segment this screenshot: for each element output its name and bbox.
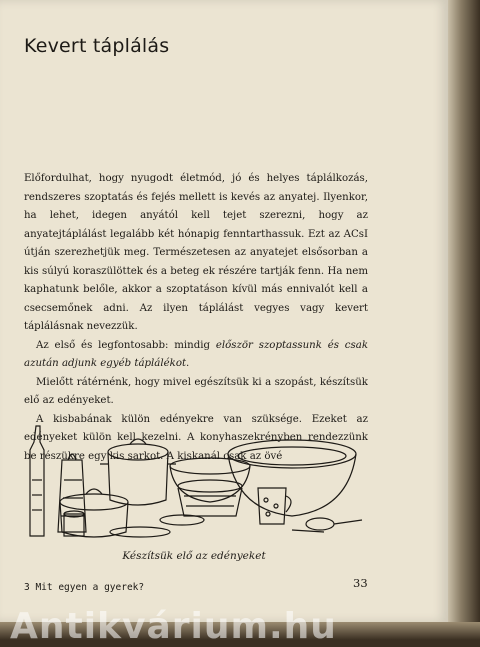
paragraph-2-italic: először szoptassunk és csak azután adjunk egyéb táplálékot. <box>24 339 368 369</box>
spoons-drawing <box>110 515 362 537</box>
cup-drawing <box>258 488 291 524</box>
paragraph-2 <box>24 337 368 374</box>
bottle-drawing <box>30 426 44 536</box>
grater-drawing <box>58 454 86 532</box>
kitchenware-illustration <box>24 420 364 542</box>
paragraph-4: A kisbabának külön edényekre van szüksége. Ezeket az edényeket külön kell kezelni. A konyhaszekrényben rendezzünk be részükre egy kis sarkot. A kiskanál csak az övé <box>24 413 368 462</box>
chapter-footer: 3 Mit egyen a gyerek? <box>24 582 145 593</box>
page-edge <box>448 0 480 640</box>
illustration-caption: Készítsük elő az edényeket <box>122 550 266 562</box>
saucepan-drawing <box>60 489 128 537</box>
bowls-drawing <box>170 458 250 516</box>
paragraph-2-text: Az első és legfontosabb: mindig <box>36 339 216 351</box>
paragraph-3: Mielőtt rátérnénk, hogy mivel egészítsük ki a szopást, készítsük elő az edényeket. <box>24 376 368 406</box>
section-heading: Kevert táplálás <box>24 35 170 57</box>
page-number: 33 <box>353 576 368 590</box>
watermark: Antikvárium.hu <box>10 606 337 647</box>
paragraph-1: Előfordulhat, hogy nyugodt életmód, jó és helyes táplálkozás, rendszeres szoptatás és fejés mellett is kevés az anyatej. Ilyenkor, ha lehet, idegen anyától kell tejet szerezni, hogy az anyatejtáplálást legalább két hónapig fenntarthassuk. Ezt az ACsI útján szerezhetjük meg. Természetesen az anyatejet elsősorban a kis súlyú koraszülöttek és a beteg ek részére tartják fenn. Ha nem kaphatunk belőle, akkor a szoptatáson kívül más ennivalót kell a csecsemőnek adni. Az ilyen táplálást vegyes vagy kevert táplálásnak nevezzük. <box>24 173 368 332</box>
